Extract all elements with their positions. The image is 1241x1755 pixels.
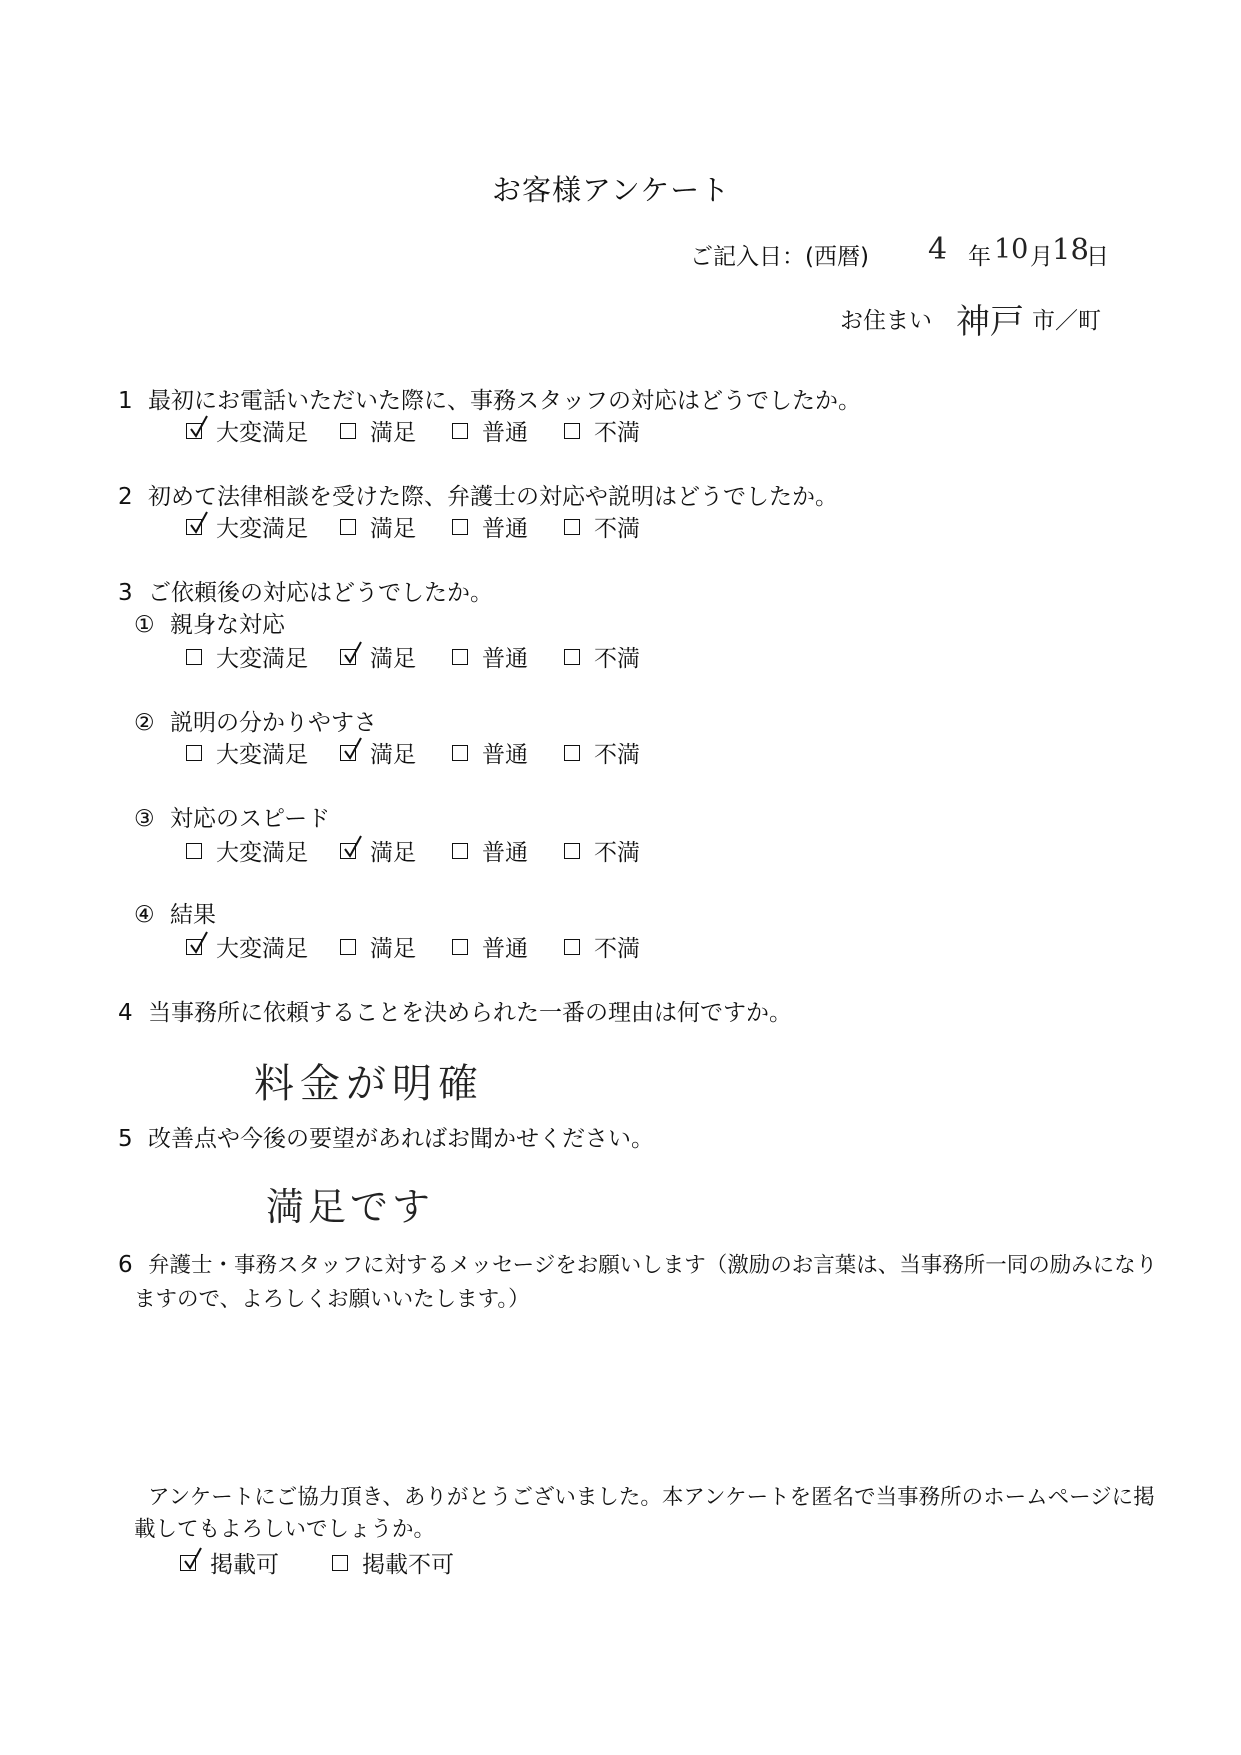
checkbox[interactable]	[564, 939, 580, 955]
question-text: 最初にお電話いただいた際に、事務スタッフの対応はどうでしたか。	[148, 388, 861, 414]
question-number: 4	[118, 1000, 133, 1026]
question-2	[118, 478, 838, 511]
question-number: 6	[118, 1252, 133, 1278]
checkbox-checked[interactable]	[340, 649, 356, 665]
sub-question-marker: ④	[134, 902, 155, 928]
checkbox[interactable]	[186, 745, 202, 761]
options-q3-3	[186, 834, 640, 867]
entry-date-label: ご記入日：(西暦)	[690, 244, 869, 270]
question-4	[118, 994, 792, 1027]
question-3	[118, 574, 493, 607]
checkbox[interactable]	[340, 519, 356, 535]
option-normal[interactable]: 普通	[452, 510, 564, 543]
checkbox[interactable]	[340, 423, 356, 439]
question-6-line2: ますので、よろしくお願いいたします。）	[134, 1287, 530, 1312]
closing-line1: アンケートにご協力頂き、ありがとうございました。本アンケートを匿名で当事務所のホームページに掲	[148, 1485, 1155, 1510]
option-satisfied[interactable]: 満足	[340, 736, 452, 769]
checkbox-checked[interactable]	[180, 1555, 196, 1571]
sub-question-text: 親身な対応	[170, 612, 285, 638]
option-satisfied[interactable]: 満足	[340, 834, 452, 867]
option-normal[interactable]: 普通	[452, 414, 564, 447]
sub-question-marker: ①	[134, 612, 155, 638]
sub-question-2	[134, 704, 377, 737]
sub-question-1	[134, 606, 285, 639]
question-6	[118, 1248, 1157, 1279]
option-dissatisfied[interactable]: 不満	[564, 736, 640, 769]
entry-date-month: 10	[994, 234, 1029, 265]
options-q3-4	[186, 930, 640, 963]
checkbox[interactable]	[564, 423, 580, 439]
checkbox[interactable]	[452, 423, 468, 439]
option-satisfied[interactable]: 満足	[340, 510, 452, 543]
options-q2	[186, 510, 640, 543]
publish-options	[180, 1546, 454, 1579]
option-dissatisfied[interactable]: 不満	[564, 930, 640, 963]
page-title: お客様アンケート	[492, 173, 731, 207]
checkbox[interactable]	[186, 843, 202, 859]
question-text-line1: 弁護士・事務スタッフに対するメッセージをお願いします（激励のお言葉は、当事務所一同の励みになり	[148, 1253, 1158, 1278]
option-dissatisfied[interactable]: 不満	[564, 640, 640, 673]
option-dissatisfied[interactable]: 不満	[564, 414, 640, 447]
checkbox[interactable]	[452, 649, 468, 665]
question-text: 当事務所に依頼することを決められた一番の理由は何ですか。	[148, 1000, 792, 1026]
option-satisfied[interactable]: 満足	[340, 930, 452, 963]
checkbox[interactable]	[564, 649, 580, 665]
option-very-satisfied[interactable]: 大変満足	[186, 640, 340, 673]
option-normal[interactable]: 普通	[452, 736, 564, 769]
closing-line2: 載してもよろしいでしょうか。	[134, 1517, 436, 1542]
option-very-satisfied[interactable]: 大変満足	[186, 510, 340, 543]
checkbox-checked[interactable]	[186, 423, 202, 439]
options-q3-2	[186, 736, 640, 769]
sub-question-text: 対応のスピード	[170, 806, 331, 832]
sub-question-text: 結果	[170, 902, 216, 928]
checkbox[interactable]	[452, 939, 468, 955]
entry-date-year-unit: 年	[968, 244, 991, 270]
sub-question-text: 説明の分かりやすさ	[170, 710, 377, 736]
question-text: 初めて法律相談を受けた際、弁護士の対応や説明はどうでしたか。	[148, 484, 838, 510]
sub-question-3	[134, 800, 330, 833]
sub-question-4	[134, 896, 216, 929]
option-very-satisfied[interactable]: 大変満足	[186, 834, 340, 867]
option-normal[interactable]: 普通	[452, 834, 564, 867]
entry-date-year: 4	[928, 232, 948, 267]
checkbox[interactable]	[340, 939, 356, 955]
option-normal[interactable]: 普通	[452, 930, 564, 963]
checkbox[interactable]	[564, 519, 580, 535]
options-q3-1	[186, 640, 640, 673]
residence-label: お住まい	[840, 308, 932, 334]
sub-question-marker: ③	[134, 806, 155, 832]
question-number: 3	[118, 580, 133, 606]
option-dissatisfied[interactable]: 不満	[564, 834, 640, 867]
option-very-satisfied[interactable]: 大変満足	[186, 414, 340, 447]
residence-city: 神戸	[956, 302, 1024, 342]
option-very-satisfied[interactable]: 大変満足	[186, 930, 340, 963]
checkbox[interactable]	[564, 843, 580, 859]
checkbox-checked[interactable]	[186, 519, 202, 535]
checkbox[interactable]	[564, 745, 580, 761]
option-satisfied[interactable]: 満足	[340, 640, 452, 673]
checkbox[interactable]	[452, 843, 468, 859]
entry-date-day: 18	[1052, 232, 1089, 266]
option-normal[interactable]: 普通	[452, 640, 564, 673]
checkbox[interactable]	[332, 1555, 348, 1571]
question-number: 2	[118, 484, 133, 510]
checkbox-checked[interactable]	[186, 939, 202, 955]
residence-suffix: 市／町	[1032, 308, 1101, 334]
checkbox[interactable]	[186, 649, 202, 665]
option-publish-ng[interactable]: 掲載不可	[332, 1546, 454, 1579]
checkbox[interactable]	[452, 745, 468, 761]
answer-q5: 満足です	[266, 1185, 435, 1229]
checkbox-checked[interactable]	[340, 843, 356, 859]
option-dissatisfied[interactable]: 不満	[564, 510, 640, 543]
option-very-satisfied[interactable]: 大変満足	[186, 736, 340, 769]
entry-date-day-unit: 日	[1086, 244, 1109, 270]
options-q1	[186, 414, 640, 447]
answer-q4: 料金が明確	[254, 1061, 484, 1107]
question-number: 5	[118, 1126, 133, 1152]
checkbox-checked[interactable]	[340, 745, 356, 761]
entry-date-month-unit: 月	[1030, 244, 1053, 270]
question-text: 改善点や今後の要望があればお聞かせください。	[148, 1126, 654, 1152]
sub-question-marker: ②	[134, 710, 155, 736]
checkbox[interactable]	[452, 519, 468, 535]
question-1	[118, 382, 861, 415]
option-satisfied[interactable]: 満足	[340, 414, 452, 447]
question-number: 1	[118, 388, 133, 414]
question-5	[118, 1120, 654, 1153]
question-text: ご依頼後の対応はどうでしたか。	[148, 580, 493, 606]
option-publish-ok[interactable]: 掲載可	[180, 1546, 332, 1579]
